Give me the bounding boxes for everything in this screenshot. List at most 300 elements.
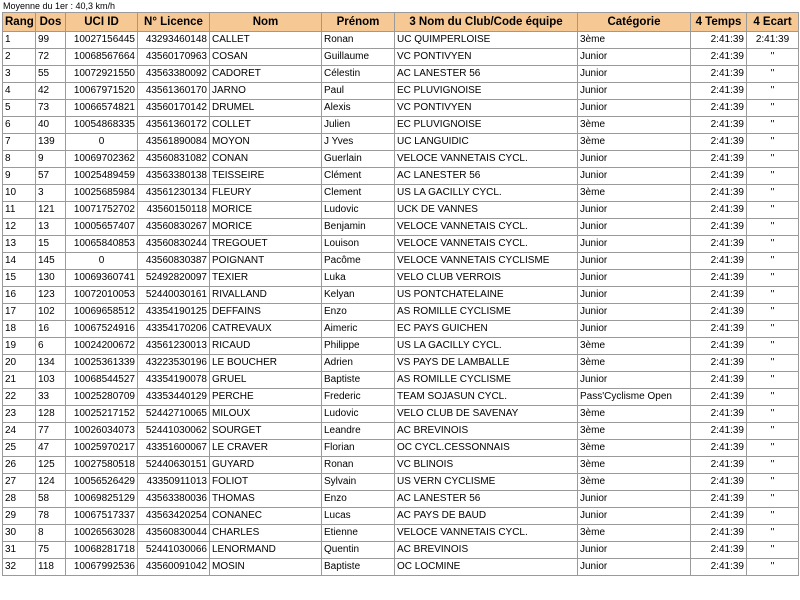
results-table bbox=[2, 12, 799, 576]
cell-dos: 103 bbox=[36, 372, 66, 389]
cell-temps: 2:41:39 bbox=[691, 253, 747, 270]
table-row bbox=[3, 100, 799, 117]
cell-temps: 2:41:39 bbox=[691, 287, 747, 304]
cell-nom: THOMAS bbox=[210, 491, 322, 508]
cell-prenom: Clement bbox=[322, 185, 395, 202]
cell-nom: GUYARD bbox=[210, 457, 322, 474]
cell-categorie: 3ème bbox=[578, 355, 691, 372]
cell-prenom: Benjamin bbox=[322, 219, 395, 236]
cell-club: VC BLINOIS bbox=[395, 457, 578, 474]
results-body bbox=[3, 32, 799, 576]
cell-categorie: Junior bbox=[578, 542, 691, 559]
cell-rang: 5 bbox=[3, 100, 36, 117]
cell-dos: 13 bbox=[36, 219, 66, 236]
cell-club: UC QUIMPERLOISE bbox=[395, 32, 578, 49]
cell-licence: 43563380138 bbox=[138, 168, 210, 185]
cell-uci-id: 10068281718 bbox=[66, 542, 138, 559]
cell-nom: JARNO bbox=[210, 83, 322, 100]
cell-club: OC LOCMINE bbox=[395, 559, 578, 576]
cell-nom: CALLET bbox=[210, 32, 322, 49]
cell-dos: 9 bbox=[36, 151, 66, 168]
cell-nom: PERCHE bbox=[210, 389, 322, 406]
cell-dos: 128 bbox=[36, 406, 66, 423]
cell-temps: 2:41:39 bbox=[691, 491, 747, 508]
cell-categorie: Junior bbox=[578, 49, 691, 66]
cell-licence: 52492820097 bbox=[138, 270, 210, 287]
cell-prenom: Aimeric bbox=[322, 321, 395, 338]
cell-club: EC PLUVIGNOISE bbox=[395, 83, 578, 100]
cell-prenom: Philippe bbox=[322, 338, 395, 355]
cell-uci-id: 10025280709 bbox=[66, 389, 138, 406]
cell-dos: 134 bbox=[36, 355, 66, 372]
cell-club: AC BREVINOIS bbox=[395, 423, 578, 440]
col-header-prenom: Prénom bbox=[322, 13, 395, 32]
cell-club: VC PONTIVYEN bbox=[395, 49, 578, 66]
cell-nom: FLEURY bbox=[210, 185, 322, 202]
cell-ecart: '' bbox=[747, 559, 799, 576]
cell-nom: TREGOUET bbox=[210, 236, 322, 253]
cell-temps: 2:41:39 bbox=[691, 185, 747, 202]
cell-categorie: 3ème bbox=[578, 525, 691, 542]
cell-categorie: 3ème bbox=[578, 134, 691, 151]
cell-nom: GRUEL bbox=[210, 372, 322, 389]
cell-uci-id: 10056526429 bbox=[66, 474, 138, 491]
cell-dos: 145 bbox=[36, 253, 66, 270]
table-row bbox=[3, 304, 799, 321]
cell-temps: 2:41:39 bbox=[691, 49, 747, 66]
cell-uci-id: 10068544527 bbox=[66, 372, 138, 389]
cell-prenom: Paul bbox=[322, 83, 395, 100]
cell-dos: 42 bbox=[36, 83, 66, 100]
cell-rang: 6 bbox=[3, 117, 36, 134]
table-row bbox=[3, 423, 799, 440]
cell-temps: 2:41:39 bbox=[691, 134, 747, 151]
cell-temps: 2:41:39 bbox=[691, 457, 747, 474]
table-row bbox=[3, 287, 799, 304]
col-header-temps: 4 Temps bbox=[691, 13, 747, 32]
cell-prenom: Baptiste bbox=[322, 372, 395, 389]
cell-prenom: Enzo bbox=[322, 304, 395, 321]
cell-dos: 58 bbox=[36, 491, 66, 508]
cell-club: AC PAYS DE BAUD bbox=[395, 508, 578, 525]
table-row bbox=[3, 389, 799, 406]
cell-licence: 43560170963 bbox=[138, 49, 210, 66]
cell-prenom: Ronan bbox=[322, 457, 395, 474]
cell-licence: 43351600067 bbox=[138, 440, 210, 457]
col-header-dos: Dos bbox=[36, 13, 66, 32]
col-header-categorie: Catégorie bbox=[578, 13, 691, 32]
table-row bbox=[3, 49, 799, 66]
cell-licence: 52441030066 bbox=[138, 542, 210, 559]
cell-ecart: '' bbox=[747, 236, 799, 253]
cell-prenom: Sylvain bbox=[322, 474, 395, 491]
cell-temps: 2:41:39 bbox=[691, 406, 747, 423]
cell-prenom: Luka bbox=[322, 270, 395, 287]
cell-nom: DRUMEL bbox=[210, 100, 322, 117]
cell-categorie: Junior bbox=[578, 168, 691, 185]
cell-ecart: '' bbox=[747, 49, 799, 66]
cell-prenom: Quentin bbox=[322, 542, 395, 559]
cell-nom: LE CRAVER bbox=[210, 440, 322, 457]
cell-nom: POIGNANT bbox=[210, 253, 322, 270]
race-average-speed: Moyenne du 1er : 40,3 km/h bbox=[3, 1, 116, 11]
cell-prenom: Leandre bbox=[322, 423, 395, 440]
cell-uci-id: 10067517337 bbox=[66, 508, 138, 525]
cell-licence: 43561360172 bbox=[138, 117, 210, 134]
col-header-club: 3 Nom du Club/Code équipe bbox=[395, 13, 578, 32]
cell-nom: FOLIOT bbox=[210, 474, 322, 491]
cell-dos: 77 bbox=[36, 423, 66, 440]
cell-club: EC PLUVIGNOISE bbox=[395, 117, 578, 134]
cell-temps: 2:41:39 bbox=[691, 100, 747, 117]
cell-nom: LENORMAND bbox=[210, 542, 322, 559]
cell-licence: 43561890084 bbox=[138, 134, 210, 151]
cell-rang: 4 bbox=[3, 83, 36, 100]
cell-uci-id: 10069360741 bbox=[66, 270, 138, 287]
cell-temps: 2:41:39 bbox=[691, 355, 747, 372]
cell-club: US LA GACILLY CYCL. bbox=[395, 338, 578, 355]
cell-nom: COSAN bbox=[210, 49, 322, 66]
cell-uci-id: 10005657407 bbox=[66, 219, 138, 236]
cell-rang: 1 bbox=[3, 32, 36, 49]
cell-prenom: Baptiste bbox=[322, 559, 395, 576]
table-row bbox=[3, 134, 799, 151]
cell-licence: 43563420254 bbox=[138, 508, 210, 525]
cell-nom: LE BOUCHER bbox=[210, 355, 322, 372]
cell-nom: COLLET bbox=[210, 117, 322, 134]
cell-uci-id: 10025489459 bbox=[66, 168, 138, 185]
cell-ecart: '' bbox=[747, 355, 799, 372]
cell-rang: 16 bbox=[3, 287, 36, 304]
cell-ecart: '' bbox=[747, 287, 799, 304]
col-header-licence: N° Licence bbox=[138, 13, 210, 32]
cell-temps: 2:41:39 bbox=[691, 389, 747, 406]
cell-licence: 43560830387 bbox=[138, 253, 210, 270]
table-row bbox=[3, 321, 799, 338]
cell-licence: 43561230013 bbox=[138, 338, 210, 355]
cell-categorie: 3ème bbox=[578, 440, 691, 457]
cell-categorie: Junior bbox=[578, 304, 691, 321]
cell-prenom: Ronan bbox=[322, 32, 395, 49]
cell-temps: 2:41:39 bbox=[691, 321, 747, 338]
cell-club: VELOCE VANNETAIS CYCLISME bbox=[395, 253, 578, 270]
table-row bbox=[3, 474, 799, 491]
cell-club: VELOCE VANNETAIS CYCL. bbox=[395, 219, 578, 236]
cell-categorie: Junior bbox=[578, 559, 691, 576]
cell-dos: 72 bbox=[36, 49, 66, 66]
cell-uci-id: 10026034073 bbox=[66, 423, 138, 440]
table-row bbox=[3, 270, 799, 287]
cell-nom: TEXIER bbox=[210, 270, 322, 287]
cell-club: VELOCE VANNETAIS CYCL. bbox=[395, 236, 578, 253]
cell-club: US PONTCHATELAINE bbox=[395, 287, 578, 304]
cell-ecart: 2:41:39 bbox=[747, 32, 799, 49]
cell-club: AC LANESTER 56 bbox=[395, 491, 578, 508]
cell-uci-id: 10067992536 bbox=[66, 559, 138, 576]
cell-categorie: Junior bbox=[578, 491, 691, 508]
cell-prenom: Lucas bbox=[322, 508, 395, 525]
table-row bbox=[3, 253, 799, 270]
cell-dos: 99 bbox=[36, 32, 66, 49]
cell-rang: 10 bbox=[3, 185, 36, 202]
cell-temps: 2:41:39 bbox=[691, 236, 747, 253]
cell-prenom: Etienne bbox=[322, 525, 395, 542]
cell-temps: 2:41:39 bbox=[691, 304, 747, 321]
cell-ecart: '' bbox=[747, 117, 799, 134]
cell-uci-id: 10066574821 bbox=[66, 100, 138, 117]
cell-ecart: '' bbox=[747, 83, 799, 100]
cell-categorie: 3ème bbox=[578, 117, 691, 134]
cell-club: VC PONTIVYEN bbox=[395, 100, 578, 117]
table-row bbox=[3, 338, 799, 355]
cell-licence: 43350911013 bbox=[138, 474, 210, 491]
cell-temps: 2:41:39 bbox=[691, 151, 747, 168]
cell-rang: 8 bbox=[3, 151, 36, 168]
cell-temps: 2:41:39 bbox=[691, 559, 747, 576]
cell-club: VELOCE VANNETAIS CYCL. bbox=[395, 151, 578, 168]
table-row bbox=[3, 491, 799, 508]
cell-temps: 2:41:39 bbox=[691, 117, 747, 134]
cell-categorie: Junior bbox=[578, 236, 691, 253]
cell-prenom: Frederic bbox=[322, 389, 395, 406]
cell-prenom: Enzo bbox=[322, 491, 395, 508]
cell-club: VELO CLUB DE SAVENAY bbox=[395, 406, 578, 423]
cell-uci-id: 10027156445 bbox=[66, 32, 138, 49]
cell-licence: 43561230134 bbox=[138, 185, 210, 202]
cell-rang: 29 bbox=[3, 508, 36, 525]
cell-ecart: '' bbox=[747, 304, 799, 321]
cell-ecart: '' bbox=[747, 525, 799, 542]
cell-licence: 43563380036 bbox=[138, 491, 210, 508]
cell-dos: 47 bbox=[36, 440, 66, 457]
table-row bbox=[3, 185, 799, 202]
cell-rang: 30 bbox=[3, 525, 36, 542]
cell-rang: 28 bbox=[3, 491, 36, 508]
cell-licence: 43354170206 bbox=[138, 321, 210, 338]
cell-categorie: 3ème bbox=[578, 406, 691, 423]
cell-rang: 14 bbox=[3, 253, 36, 270]
cell-licence: 43561360170 bbox=[138, 83, 210, 100]
table-row bbox=[3, 457, 799, 474]
cell-nom: CATREVAUX bbox=[210, 321, 322, 338]
cell-dos: 78 bbox=[36, 508, 66, 525]
cell-categorie: 3ème bbox=[578, 185, 691, 202]
cell-uci-id: 10069825129 bbox=[66, 491, 138, 508]
cell-club: TEAM SOJASUN CYCL. bbox=[395, 389, 578, 406]
cell-ecart: '' bbox=[747, 457, 799, 474]
cell-uci-id: 10069658512 bbox=[66, 304, 138, 321]
cell-categorie: 3ème bbox=[578, 338, 691, 355]
cell-temps: 2:41:39 bbox=[691, 542, 747, 559]
table-row bbox=[3, 83, 799, 100]
cell-uci-id: 10071752702 bbox=[66, 202, 138, 219]
cell-categorie: Junior bbox=[578, 508, 691, 525]
cell-prenom: Guerlain bbox=[322, 151, 395, 168]
cell-temps: 2:41:39 bbox=[691, 270, 747, 287]
cell-nom: DEFFAINS bbox=[210, 304, 322, 321]
cell-rang: 2 bbox=[3, 49, 36, 66]
cell-licence: 43560830244 bbox=[138, 236, 210, 253]
cell-rang: 17 bbox=[3, 304, 36, 321]
cell-ecart: '' bbox=[747, 151, 799, 168]
cell-rang: 31 bbox=[3, 542, 36, 559]
cell-ecart: '' bbox=[747, 168, 799, 185]
cell-rang: 13 bbox=[3, 236, 36, 253]
cell-uci-id: 10025970217 bbox=[66, 440, 138, 457]
cell-temps: 2:41:39 bbox=[691, 338, 747, 355]
cell-club: VELOCE VANNETAIS CYCL. bbox=[395, 525, 578, 542]
cell-dos: 118 bbox=[36, 559, 66, 576]
cell-rang: 20 bbox=[3, 355, 36, 372]
cell-dos: 55 bbox=[36, 66, 66, 83]
cell-temps: 2:41:39 bbox=[691, 219, 747, 236]
cell-temps: 2:41:39 bbox=[691, 525, 747, 542]
cell-temps: 2:41:39 bbox=[691, 508, 747, 525]
cell-ecart: '' bbox=[747, 406, 799, 423]
header-row bbox=[3, 13, 799, 32]
table-row bbox=[3, 440, 799, 457]
cell-categorie: 3ème bbox=[578, 423, 691, 440]
cell-prenom: Pacôme bbox=[322, 253, 395, 270]
cell-nom: SOURGET bbox=[210, 423, 322, 440]
cell-rang: 24 bbox=[3, 423, 36, 440]
cell-uci-id: 10027580518 bbox=[66, 457, 138, 474]
cell-uci-id: 10054868335 bbox=[66, 117, 138, 134]
cell-licence: 43354190125 bbox=[138, 304, 210, 321]
cell-club: AC BREVINOIS bbox=[395, 542, 578, 559]
cell-club: AS ROMILLE CYCLISME bbox=[395, 304, 578, 321]
cell-ecart: '' bbox=[747, 491, 799, 508]
cell-licence: 52441030062 bbox=[138, 423, 210, 440]
cell-rang: 21 bbox=[3, 372, 36, 389]
cell-nom: CONAN bbox=[210, 151, 322, 168]
cell-rang: 25 bbox=[3, 440, 36, 457]
cell-nom: MORICE bbox=[210, 202, 322, 219]
cell-prenom: Louison bbox=[322, 236, 395, 253]
cell-temps: 2:41:39 bbox=[691, 83, 747, 100]
cell-club: AC LANESTER 56 bbox=[395, 66, 578, 83]
cell-ecart: '' bbox=[747, 389, 799, 406]
cell-prenom: Célestin bbox=[322, 66, 395, 83]
table-row bbox=[3, 202, 799, 219]
cell-licence: 43560091042 bbox=[138, 559, 210, 576]
cell-prenom: Clément bbox=[322, 168, 395, 185]
cell-categorie: Junior bbox=[578, 151, 691, 168]
cell-club: AS ROMILLE CYCLISME bbox=[395, 372, 578, 389]
cell-uci-id: 10025685984 bbox=[66, 185, 138, 202]
cell-prenom: Ludovic bbox=[322, 202, 395, 219]
cell-dos: 125 bbox=[36, 457, 66, 474]
cell-uci-id: 10072921550 bbox=[66, 66, 138, 83]
cell-ecart: '' bbox=[747, 202, 799, 219]
col-header-rang: Rang bbox=[3, 13, 36, 32]
cell-categorie: Junior bbox=[578, 253, 691, 270]
cell-dos: 73 bbox=[36, 100, 66, 117]
cell-ecart: '' bbox=[747, 542, 799, 559]
cell-rang: 19 bbox=[3, 338, 36, 355]
cell-ecart: '' bbox=[747, 134, 799, 151]
cell-dos: 40 bbox=[36, 117, 66, 134]
cell-licence: 43563380092 bbox=[138, 66, 210, 83]
cell-categorie: 3ème bbox=[578, 32, 691, 49]
cell-licence: 43560830267 bbox=[138, 219, 210, 236]
cell-nom: RICAUD bbox=[210, 338, 322, 355]
table-row bbox=[3, 406, 799, 423]
cell-temps: 2:41:39 bbox=[691, 202, 747, 219]
table-row bbox=[3, 117, 799, 134]
cell-rang: 26 bbox=[3, 457, 36, 474]
table-row bbox=[3, 236, 799, 253]
cell-rang: 11 bbox=[3, 202, 36, 219]
cell-club: VELO CLUB VERROIS bbox=[395, 270, 578, 287]
cell-prenom: Ludovic bbox=[322, 406, 395, 423]
cell-nom: CONANEC bbox=[210, 508, 322, 525]
cell-licence: 43353440129 bbox=[138, 389, 210, 406]
cell-ecart: '' bbox=[747, 338, 799, 355]
cell-categorie: Junior bbox=[578, 83, 691, 100]
cell-rang: 32 bbox=[3, 559, 36, 576]
cell-rang: 9 bbox=[3, 168, 36, 185]
col-header-nom: Nom bbox=[210, 13, 322, 32]
cell-dos: 121 bbox=[36, 202, 66, 219]
cell-categorie: Junior bbox=[578, 100, 691, 117]
cell-temps: 2:41:39 bbox=[691, 474, 747, 491]
cell-prenom: Julien bbox=[322, 117, 395, 134]
cell-dos: 8 bbox=[36, 525, 66, 542]
cell-licence: 43293460148 bbox=[138, 32, 210, 49]
cell-uci-id: 10025217152 bbox=[66, 406, 138, 423]
cell-rang: 12 bbox=[3, 219, 36, 236]
cell-dos: 124 bbox=[36, 474, 66, 491]
cell-prenom: Guillaume bbox=[322, 49, 395, 66]
cell-rang: 15 bbox=[3, 270, 36, 287]
cell-prenom: Kelyan bbox=[322, 287, 395, 304]
cell-ecart: '' bbox=[747, 508, 799, 525]
table-row bbox=[3, 219, 799, 236]
cell-ecart: '' bbox=[747, 423, 799, 440]
cell-nom: MORICE bbox=[210, 219, 322, 236]
table-row bbox=[3, 508, 799, 525]
table-row bbox=[3, 168, 799, 185]
cell-club: UC LANGUIDIC bbox=[395, 134, 578, 151]
cell-club: EC PAYS GUICHEN bbox=[395, 321, 578, 338]
cell-categorie: Junior bbox=[578, 219, 691, 236]
cell-dos: 75 bbox=[36, 542, 66, 559]
cell-temps: 2:41:39 bbox=[691, 423, 747, 440]
table-row bbox=[3, 542, 799, 559]
cell-uci-id: 10069702362 bbox=[66, 151, 138, 168]
cell-club: AC LANESTER 56 bbox=[395, 168, 578, 185]
cell-nom: RIVALLAND bbox=[210, 287, 322, 304]
cell-categorie: Junior bbox=[578, 321, 691, 338]
cell-categorie: Junior bbox=[578, 372, 691, 389]
cell-temps: 2:41:39 bbox=[691, 66, 747, 83]
cell-uci-id: 10067971520 bbox=[66, 83, 138, 100]
cell-club: OC CYCL.CESSONNAIS bbox=[395, 440, 578, 457]
table-row bbox=[3, 372, 799, 389]
table-row bbox=[3, 66, 799, 83]
cell-ecart: '' bbox=[747, 440, 799, 457]
cell-licence: 43560150118 bbox=[138, 202, 210, 219]
cell-uci-id: 10065840853 bbox=[66, 236, 138, 253]
cell-uci-id: 10067524916 bbox=[66, 321, 138, 338]
cell-dos: 33 bbox=[36, 389, 66, 406]
cell-categorie: Junior bbox=[578, 287, 691, 304]
cell-categorie: Junior bbox=[578, 202, 691, 219]
table-row bbox=[3, 355, 799, 372]
cell-dos: 6 bbox=[36, 338, 66, 355]
cell-licence: 43354190078 bbox=[138, 372, 210, 389]
